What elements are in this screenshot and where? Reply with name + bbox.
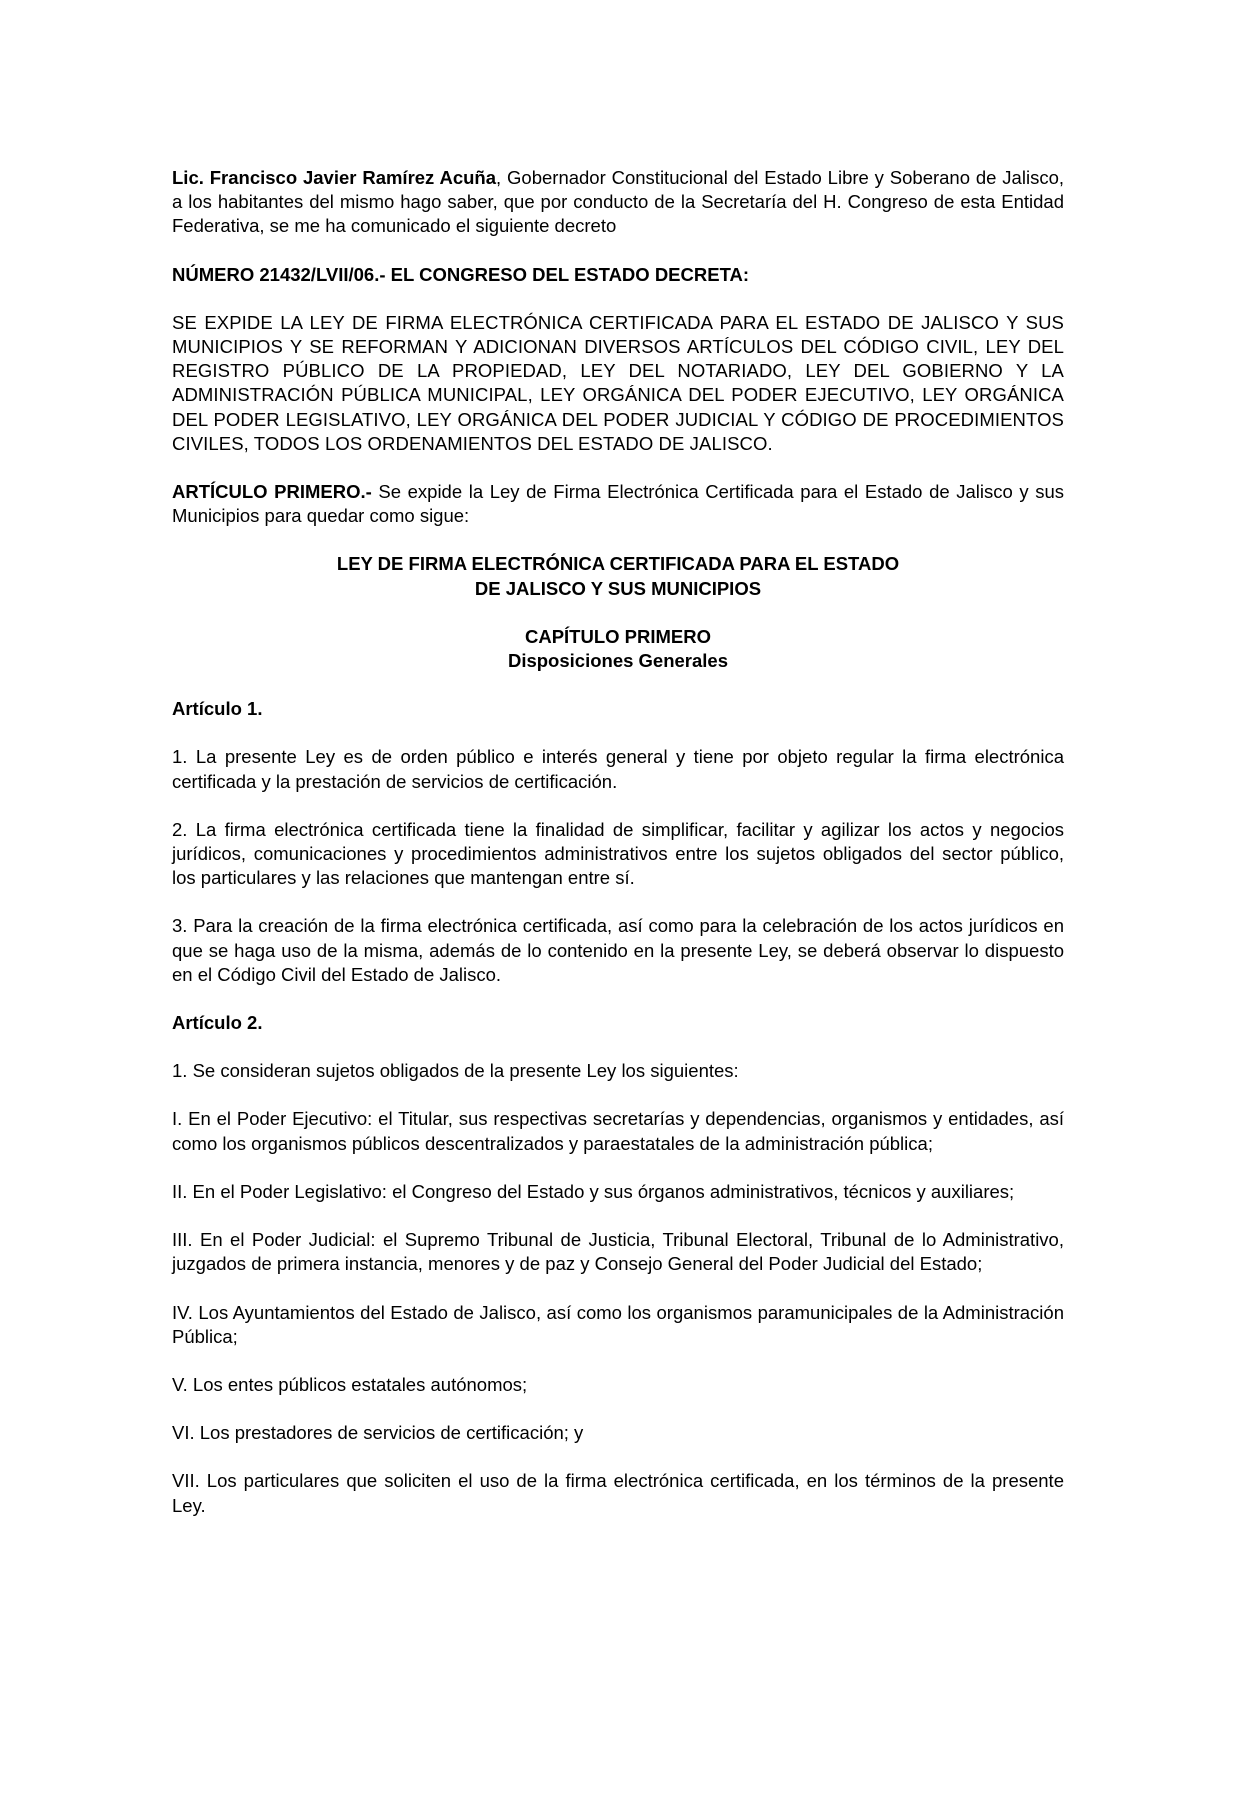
article2-item-5: V. Los entes públicos estatales autónomos; (172, 1373, 528, 1395)
intro-paragraph (172, 166, 1064, 239)
article1-paragraph2: 2. La firma electrónica certificada tiene la finalidad de simplificar, facilitar y agilizar los actos y negocios jurídicos, comunicaciones y procedimientos administrativos entre los sujetos obligados del sector público, los particulares y las relaciones que mantengan entre sí. (172, 818, 1064, 889)
chapter-subtitle: Disposiciones Generales (507, 650, 729, 672)
decree-summary: SE EXPIDE LA LEY DE FIRMA ELECTRÓNICA CERTIFICADA PARA EL ESTADO DE JALISCO Y SUS MUNICIPIOS Y SE REFORMAN Y ADICIONAN DIVERSOS ARTÍCULOS DEL CÓDIGO CIVIL, LEY DEL REGISTRO PÚBLICO DE LA PROPIEDAD, LEY DEL NOTARIADO, LEY DEL GOBIERNO Y LA ADMINISTRACIÓN PÚBLICA MUNICIPAL, LEY ORGÁNICA DEL PODER EJECUTIVO, LEY ORGÁNICA DEL PODER LEGISLATIVO, LEY ORGÁNICA DEL PODER JUDICIAL Y CÓDIGO DE PROCEDIMIENTOS CIVILES, TODOS LOS ORDENAMIENTOS DEL ESTADO DE JALISCO. (172, 311, 1064, 454)
article1-paragraph3: 3. Para la creación de la firma electrónica certificada, así como para la celebración de los actos jurídicos en que se haga uso de la misma, además de lo contenido en la presente Ley, se deberá observar lo dispuesto en el Código Civil del Estado de Jalisco. (172, 915, 1064, 985)
document-page (172, 166, 1064, 1542)
intro-text: , Gobernador Constitucional del Estado Libre y Soberano de Jalisco, a los habitantes del mismo hago saber, que por conducto de la Secretaría del H. Congreso de esta Entidad Federativa, se me ha comunicado el siguiente decreto (172, 167, 1064, 237)
article2-intro: 1. Se consideran sujetos obligados de la presente Ley los siguientes: (172, 1060, 739, 1082)
article1-paragraph1: 1. La presente Ley es de orden público e interés general y tiene por objeto regular la firma electrónica certificada y la prestación de servicios de certificación. (172, 746, 1064, 792)
article2-item-2: II. En el Poder Legislativo: el Congreso del Estado y sus órganos administrativos, técnicos y auxiliares; (172, 1180, 1015, 1202)
governor-name: Lic. Francisco Javier Ramírez Acuña (172, 167, 497, 188)
article2-item-7: VII. Los particulares que soliciten el uso de la firma electrónica certificada, en los términos de la presente Ley. (172, 1470, 1064, 1516)
law-title (172, 552, 1064, 600)
chapter-heading (172, 625, 1064, 673)
article2-item-6: VI. Los prestadores de servicios de certificación; y (172, 1422, 584, 1444)
article1-heading: Artículo 1. (172, 698, 263, 720)
law-title-line1: LEY DE FIRMA ELECTRÓNICA CERTIFICADA PARA EL ESTADO (336, 553, 900, 575)
article2-item-3: III. En el Poder Judicial: el Supremo Tribunal de Justicia, Tribunal Electoral, Tribunal de lo Administrativo, juzgados de primera instancia, menores y de paz y Consejo General del Poder Judicial del Estado; (172, 1229, 1064, 1275)
article2-item-1: I. En el Poder Ejecutivo: el Titular, sus respectivas secretarías y dependencias, organismos y entidades, así como los organismos públicos descentralizados y paraestatales de la administración pública; (172, 1108, 1064, 1154)
article2-item-4: IV. Los Ayuntamientos del Estado de Jalisco, así como los organismos paramunicipales de la Administración Pública; (172, 1301, 1064, 1347)
article-first-label: ARTÍCULO PRIMERO.- (172, 481, 372, 503)
decree-number: NÚMERO 21432/LVII/06.- EL CONGRESO DEL ESTADO DECRETA: (172, 263, 750, 285)
chapter-title: CAPÍTULO PRIMERO (524, 625, 712, 647)
article2-heading: Artículo 2. (172, 1012, 263, 1034)
article-first-text: Se expide la Ley de Firma Electrónica Certificada para el Estado de Jalisco y sus Municipios para quedar como sigue: (172, 481, 1064, 527)
article-first-paragraph (172, 480, 1064, 528)
law-title-line2: DE JALISCO Y SUS MUNICIPIOS (474, 577, 762, 599)
